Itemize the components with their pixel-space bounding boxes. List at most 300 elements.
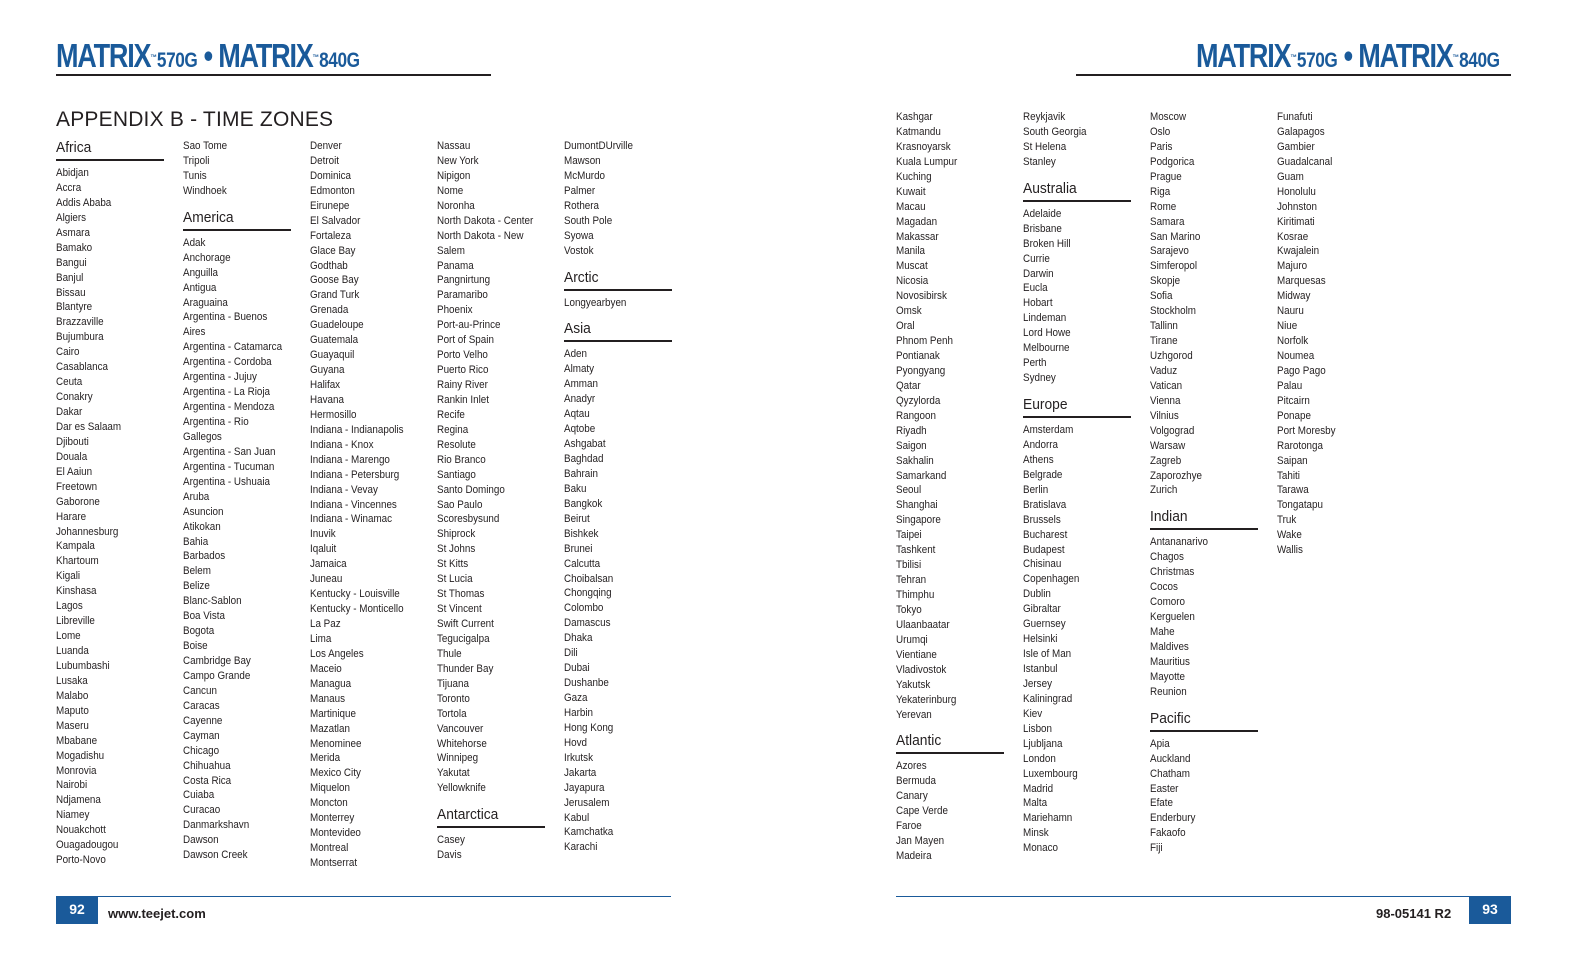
timezone-item: Yellowknife bbox=[437, 782, 486, 795]
timezone-item: Port of Spain bbox=[437, 334, 494, 347]
timezone-item: Chatham bbox=[1150, 767, 1190, 780]
timezone-item: Damascus bbox=[564, 617, 611, 630]
timezone-item: Port-au-Prince bbox=[437, 319, 501, 332]
timezone-item: Casey bbox=[437, 834, 465, 847]
heading-rule bbox=[183, 229, 291, 231]
timezone-item: Yerevan bbox=[896, 708, 932, 721]
timezone-item: Mexico City bbox=[310, 767, 361, 780]
trademark-symbol: ™ bbox=[312, 53, 320, 62]
timezone-item: Colombo bbox=[564, 602, 604, 615]
timezone-item: Zurich bbox=[1150, 484, 1178, 497]
timezone-item: Cayman bbox=[183, 729, 220, 742]
timezone-item: Kerguelen bbox=[1150, 611, 1195, 624]
timezone-item: Sao Tome bbox=[183, 140, 228, 152]
timezone-item: Port Moresby bbox=[1277, 424, 1336, 437]
timezone-item: Tijuana bbox=[437, 677, 469, 690]
timezone-item: Santo Domingo bbox=[437, 483, 505, 496]
timezone-item: Malabo bbox=[56, 689, 89, 702]
timezone-item: Anguilla bbox=[183, 266, 219, 279]
region-heading: Australia bbox=[1023, 179, 1077, 197]
timezone-item: Nouakchott bbox=[56, 824, 106, 837]
timezone-item: Kinshasa bbox=[56, 585, 97, 598]
timezone-item: Saipan bbox=[1277, 454, 1308, 467]
timezone-item: Belize bbox=[183, 580, 210, 593]
timezone-item: South Georgia bbox=[1023, 125, 1087, 138]
timezone-item: Thunder Bay bbox=[437, 662, 494, 675]
timezone-item: Moncton bbox=[310, 797, 348, 810]
timezone-item: Novosibirsk bbox=[896, 290, 947, 303]
timezone-item: Cape Verde bbox=[896, 805, 949, 818]
timezone-item: Atikokan bbox=[183, 520, 221, 533]
timezone-item: Cambridge Bay bbox=[183, 655, 251, 667]
timezone-item: Miquelon bbox=[310, 782, 350, 795]
timezone-item: Fakaofo bbox=[1150, 827, 1186, 840]
timezone-item: Costa Rica bbox=[183, 774, 232, 787]
timezone-item: Istanbul bbox=[1023, 663, 1058, 675]
timezone-item: St Johns bbox=[437, 543, 476, 556]
timezone-item: Athens bbox=[1023, 453, 1054, 466]
timezone-item: Rothera bbox=[564, 199, 600, 212]
timezone-item: Aden bbox=[564, 348, 588, 361]
timezone-item: Kaliningrad bbox=[1023, 692, 1073, 705]
timezone-item: Santiago bbox=[437, 468, 476, 481]
timezone-item: Qyzylorda bbox=[896, 394, 941, 407]
region-heading: Indian bbox=[1150, 508, 1188, 526]
timezone-item: Eucla bbox=[1023, 282, 1048, 295]
brand-logo-right bbox=[1196, 38, 1500, 79]
timezone-item: Indiana - Marengo bbox=[310, 453, 390, 466]
timezone-item: Cancun bbox=[183, 684, 217, 697]
timezone-item: Guernsey bbox=[1023, 618, 1066, 631]
timezone-item: Lindeman bbox=[1023, 312, 1067, 325]
timezone-item: Cairo bbox=[56, 346, 80, 359]
region-heading: Pacific bbox=[1150, 709, 1191, 727]
timezone-column bbox=[896, 110, 1016, 864]
heading-rule bbox=[1150, 730, 1258, 732]
timezone-item: Argentina - Mendoza bbox=[183, 401, 275, 414]
timezone-item: Amsterdam bbox=[1023, 424, 1074, 436]
trademark-symbol: ™ bbox=[1290, 53, 1297, 62]
timezone-item: Hong Kong bbox=[564, 721, 614, 734]
timezone-item: Toronto bbox=[437, 692, 470, 705]
timezone-item: Mariehamn bbox=[1023, 812, 1073, 825]
timezone-item: Bahia bbox=[183, 535, 209, 548]
timezone-item: Makassar bbox=[896, 230, 939, 243]
timezone-item: Ulaanbaatar bbox=[896, 618, 950, 631]
page-number-right: 93 bbox=[1469, 897, 1511, 924]
timezone-item: Martinique bbox=[310, 707, 356, 720]
timezone-column bbox=[56, 139, 176, 868]
timezone-item: Thimphu bbox=[896, 589, 935, 601]
timezone-column bbox=[1277, 110, 1397, 558]
timezone-item: Vostok bbox=[564, 244, 594, 257]
timezone-item: Kuala Lumpur bbox=[896, 155, 958, 168]
timezone-item: Truk bbox=[1277, 514, 1297, 527]
timezone-item: Chagos bbox=[1150, 551, 1184, 564]
timezone-item: Bahrain bbox=[564, 467, 598, 480]
timezone-item: El Salvador bbox=[310, 214, 361, 227]
timezone-item: Merida bbox=[310, 752, 341, 765]
timezone-item: Easter bbox=[1150, 782, 1179, 795]
timezone-item: Apia bbox=[1150, 737, 1170, 750]
timezone-item: Bratislava bbox=[1023, 498, 1067, 511]
timezone-item: Christmas bbox=[1150, 566, 1195, 579]
footer-rule-left bbox=[56, 896, 671, 897]
timezone-item: Reunion bbox=[1150, 685, 1187, 698]
timezone-item: Longyearbyen bbox=[564, 296, 627, 309]
region-heading: Africa bbox=[56, 139, 92, 156]
timezone-item: St Thomas bbox=[437, 588, 485, 601]
timezone-item: Tortola bbox=[437, 707, 467, 720]
timezone-item: Stanley bbox=[1023, 155, 1056, 168]
timezone-item: Grand Turk bbox=[310, 289, 360, 302]
timezone-item: Gaborone bbox=[56, 495, 100, 508]
timezone-item: Aqtau bbox=[564, 408, 590, 421]
timezone-item: Monaco bbox=[1023, 842, 1059, 855]
timezone-item: Dar es Salaam bbox=[56, 420, 122, 433]
timezone-item: Almaty bbox=[564, 363, 595, 376]
timezone-item: Bissau bbox=[56, 286, 86, 299]
timezone-item: Khartoum bbox=[56, 555, 99, 568]
timezone-item: Honolulu bbox=[1277, 185, 1316, 198]
timezone-item: Belgrade bbox=[1023, 468, 1063, 481]
header-rule-left bbox=[56, 74, 491, 76]
timezone-item: Funafuti bbox=[1277, 111, 1313, 123]
brand-separator: • bbox=[1343, 37, 1352, 74]
timezone-item: Noumea bbox=[1277, 350, 1315, 362]
timezone-item: Andorra bbox=[1023, 438, 1059, 451]
brand-model: 840G bbox=[319, 49, 360, 72]
timezone-item: Zaporozhye bbox=[1150, 469, 1203, 482]
timezone-item: Indiana - Petersburg bbox=[310, 468, 400, 481]
timezone-item: Godthab bbox=[310, 259, 348, 272]
timezone-item: Sarajevo bbox=[1150, 245, 1189, 258]
timezone-item: Boa Vista bbox=[183, 610, 225, 623]
timezone-item: Caracas bbox=[183, 699, 220, 712]
timezone-item: Lisbon bbox=[1023, 722, 1053, 735]
timezone-item: Moscow bbox=[1150, 111, 1187, 123]
timezone-item: Skopje bbox=[1150, 275, 1181, 288]
timezone-item: Chisinau bbox=[1023, 558, 1062, 571]
timezone-item: Yekaterinburg bbox=[896, 693, 957, 706]
timezone-item: Macau bbox=[896, 200, 926, 213]
timezone-item: Jamaica bbox=[310, 558, 347, 571]
timezone-item: Mawson bbox=[564, 154, 601, 167]
timezone-item: Danmarkshavn bbox=[183, 819, 250, 832]
timezone-item: Jayapura bbox=[564, 781, 605, 794]
timezone-item: Beirut bbox=[564, 512, 590, 525]
timezone-item: Argentina - Jujuy bbox=[183, 371, 257, 384]
timezone-item: Mahe bbox=[1150, 626, 1175, 638]
timezone-item: Rainy River bbox=[437, 379, 488, 391]
timezone-item: Aires bbox=[183, 326, 206, 339]
page-number-left: 92 bbox=[56, 897, 98, 924]
timezone-item: Galapagos bbox=[1277, 125, 1325, 138]
timezone-item: Pago Pago bbox=[1277, 364, 1326, 377]
timezone-item: Maceio bbox=[310, 662, 342, 675]
timezone-item: Banjul bbox=[56, 271, 84, 284]
timezone-item: Los Angeles bbox=[310, 647, 364, 660]
timezone-item: Efate bbox=[1150, 797, 1173, 810]
timezone-item: Omsk bbox=[896, 305, 922, 318]
timezone-item: Pangnirtung bbox=[437, 274, 491, 287]
timezone-item: Chongqing bbox=[564, 587, 612, 600]
timezone-item: Djibouti bbox=[56, 435, 89, 448]
timezone-item: Algiers bbox=[56, 211, 87, 224]
timezone-item: Salem bbox=[437, 244, 465, 257]
brand-name: MATRIX bbox=[218, 37, 313, 74]
timezone-item: Palau bbox=[1277, 379, 1303, 392]
footer-doc-number: 98-05141 R2 bbox=[1376, 906, 1452, 921]
timezone-item: North Dakota - New bbox=[437, 229, 524, 242]
timezone-item: Choibalsan bbox=[564, 572, 614, 585]
timezone-item: Manaus bbox=[310, 692, 346, 705]
footer-rule-right bbox=[896, 896, 1511, 897]
timezone-item: Niue bbox=[1277, 320, 1298, 333]
timezone-item: Argentina - Tucuman bbox=[183, 460, 275, 473]
timezone-item: Nassau bbox=[437, 140, 471, 152]
timezone-item: Resolute bbox=[437, 438, 476, 451]
timezone-item: Lusaka bbox=[56, 674, 88, 687]
timezone-item: Paramaribo bbox=[437, 289, 488, 302]
timezone-item: Abidjan bbox=[56, 167, 89, 179]
region-heading: Asia bbox=[564, 320, 591, 338]
timezone-item: Chicago bbox=[183, 744, 220, 757]
timezone-item: Wake bbox=[1277, 529, 1302, 542]
timezone-item: St Lucia bbox=[437, 573, 473, 586]
timezone-item: Nipigon bbox=[437, 169, 471, 182]
timezone-item: Douala bbox=[56, 450, 88, 463]
timezone-item: Bucharest bbox=[1023, 528, 1068, 541]
timezone-item: North Dakota - Center bbox=[437, 214, 534, 227]
timezone-item: Indiana - Winamac bbox=[310, 513, 393, 526]
timezone-item: Sakhalin bbox=[896, 454, 934, 467]
timezone-item: Curacao bbox=[183, 804, 221, 817]
timezone-item: Sao Paulo bbox=[437, 498, 483, 511]
timezone-item: Menominee bbox=[310, 737, 362, 750]
timezone-item: Calcutta bbox=[564, 557, 601, 570]
timezone-item: Harare bbox=[56, 510, 87, 523]
timezone-column bbox=[310, 139, 430, 871]
timezone-item: Kamchatka bbox=[564, 826, 614, 839]
timezone-item: Phoenix bbox=[437, 304, 473, 317]
timezone-item: Tehran bbox=[896, 574, 927, 587]
timezone-item: Ndjamena bbox=[56, 794, 101, 807]
timezone-item: Dakar bbox=[56, 406, 83, 418]
timezone-item: Maputo bbox=[56, 704, 89, 717]
timezone-item: Jerusalem bbox=[564, 796, 610, 809]
timezone-item: Davis bbox=[437, 849, 462, 862]
timezone-item: Eirunepe bbox=[310, 199, 350, 212]
timezone-item: Madrid bbox=[1023, 782, 1054, 795]
timezone-item: Fiji bbox=[1150, 842, 1163, 855]
timezone-item: Rangoon bbox=[896, 409, 936, 422]
header-rule-right bbox=[1076, 74, 1511, 76]
timezone-item: Guyana bbox=[310, 364, 345, 377]
timezone-item: Faroe bbox=[896, 820, 922, 833]
page-title: APPENDIX B - TIME ZONES bbox=[56, 108, 334, 131]
timezone-item: Bangkok bbox=[564, 497, 603, 510]
timezone-item: Gaza bbox=[564, 692, 588, 704]
timezone-item: Chihuahua bbox=[183, 759, 231, 772]
timezone-item: Phnom Penh bbox=[896, 335, 953, 348]
timezone-item: Vilnius bbox=[1150, 409, 1179, 422]
timezone-item: Ceuta bbox=[56, 376, 83, 389]
timezone-item: Muscat bbox=[896, 260, 928, 273]
timezone-item: Hobart bbox=[1023, 297, 1053, 310]
timezone-item: Mazatlan bbox=[310, 722, 350, 735]
timezone-item: Copenhagen bbox=[1023, 573, 1080, 586]
timezone-item: Syowa bbox=[564, 229, 594, 242]
timezone-item: Majuro bbox=[1277, 260, 1308, 273]
timezone-item: St Kitts bbox=[437, 558, 469, 571]
timezone-item: Yakutsk bbox=[896, 678, 931, 691]
timezone-item: Adelaide bbox=[1023, 207, 1062, 220]
timezone-item: Midway bbox=[1277, 290, 1311, 303]
timezone-item: Libreville bbox=[56, 615, 95, 628]
timezone-item: St Helena bbox=[1023, 140, 1067, 153]
timezone-item: Palmer bbox=[564, 184, 596, 197]
timezone-item: Boise bbox=[183, 640, 208, 653]
timezone-item: Brussels bbox=[1023, 513, 1061, 526]
timezone-item: Pitcairn bbox=[1277, 394, 1310, 407]
brand-separator: • bbox=[203, 37, 212, 74]
timezone-item: Antananarivo bbox=[1150, 536, 1209, 549]
timezone-item: Bogota bbox=[183, 625, 215, 638]
timezone-item: Norfolk bbox=[1277, 335, 1309, 348]
timezone-item: Brunei bbox=[564, 542, 593, 555]
timezone-column bbox=[1150, 110, 1270, 856]
timezone-item: Managua bbox=[310, 677, 352, 690]
timezone-item: Dushanbe bbox=[564, 677, 609, 690]
timezone-item: Nauru bbox=[1277, 305, 1304, 318]
timezone-item: Samara bbox=[1150, 215, 1185, 228]
timezone-item: Sydney bbox=[1023, 372, 1056, 385]
timezone-item: Ouagadougou bbox=[56, 839, 119, 852]
timezone-item: Urumqi bbox=[896, 633, 928, 646]
timezone-item: Johannesburg bbox=[56, 525, 119, 538]
timezone-item: Dubai bbox=[564, 662, 590, 675]
trademark-symbol: ™ bbox=[1452, 53, 1460, 62]
trademark-symbol: ™ bbox=[150, 53, 157, 62]
timezone-item: Cayenne bbox=[183, 714, 223, 727]
timezone-item: Tahiti bbox=[1277, 469, 1300, 482]
timezone-item: Thule bbox=[437, 647, 462, 660]
timezone-item: Guam bbox=[1277, 170, 1304, 183]
timezone-item: Dawson bbox=[183, 834, 219, 847]
region-heading: America bbox=[183, 208, 234, 226]
timezone-item: Vancouver bbox=[437, 722, 484, 735]
timezone-item: Comoro bbox=[1150, 596, 1186, 609]
timezone-item: Conakry bbox=[56, 391, 93, 404]
timezone-item: Hovd bbox=[564, 736, 587, 749]
timezone-item: Asuncion bbox=[183, 505, 224, 518]
timezone-item: Irkutsk bbox=[564, 751, 593, 764]
timezone-item: Maldives bbox=[1150, 640, 1189, 653]
timezone-item: Manila bbox=[896, 245, 926, 258]
timezone-item: Halifax bbox=[310, 379, 341, 391]
timezone-item: Cocos bbox=[1150, 581, 1178, 594]
timezone-item: Pyongyang bbox=[896, 364, 946, 377]
timezone-item: Kentucky - Louisville bbox=[310, 588, 400, 601]
timezone-item: El Aaiun bbox=[56, 465, 93, 478]
timezone-item: Malta bbox=[1023, 797, 1048, 810]
timezone-item: Winnipeg bbox=[437, 752, 479, 765]
timezone-item: Argentina - Cordoba bbox=[183, 356, 272, 369]
timezone-column bbox=[1023, 110, 1143, 856]
timezone-item: Brisbane bbox=[1023, 222, 1062, 235]
brand-model: 570G bbox=[1296, 49, 1338, 72]
timezone-item: Ponape bbox=[1277, 409, 1311, 422]
timezone-item: Minsk bbox=[1023, 827, 1049, 840]
brand-name: MATRIX bbox=[1358, 37, 1453, 74]
timezone-item: Anadyr bbox=[564, 393, 596, 406]
timezone-item: Bujumbura bbox=[56, 331, 104, 344]
timezone-item: Baghdad bbox=[564, 453, 604, 465]
timezone-item: Swift Current bbox=[437, 618, 494, 630]
timezone-item: Fortaleza bbox=[310, 229, 352, 242]
timezone-item: Lome bbox=[56, 630, 81, 643]
brand-name: MATRIX bbox=[1196, 37, 1291, 74]
timezone-item: Accra bbox=[56, 181, 82, 194]
timezone-item: Maseru bbox=[56, 719, 89, 732]
timezone-item: Stockholm bbox=[1150, 305, 1196, 318]
timezone-item: Kosrae bbox=[1277, 230, 1309, 243]
timezone-item: Vaduz bbox=[1150, 364, 1178, 377]
timezone-item: Amman bbox=[564, 378, 598, 391]
timezone-item: Aruba bbox=[183, 490, 210, 503]
timezone-item: Adak bbox=[183, 236, 206, 249]
timezone-item: Jersey bbox=[1023, 677, 1052, 690]
timezone-item: Krasnoyarsk bbox=[896, 140, 951, 153]
heading-rule bbox=[1023, 200, 1131, 202]
timezone-item: Canary bbox=[896, 790, 928, 803]
timezone-item: Jakarta bbox=[564, 766, 597, 779]
timezone-item: Whitehorse bbox=[437, 737, 487, 750]
timezone-item: Madeira bbox=[896, 850, 932, 863]
timezone-item: Argentina - San Juan bbox=[183, 445, 276, 458]
timezone-item: Cuiaba bbox=[183, 789, 215, 802]
timezone-item: Tirane bbox=[1150, 335, 1178, 348]
timezone-item: Niamey bbox=[56, 809, 90, 822]
timezone-item: Uzhgorod bbox=[1150, 350, 1193, 362]
timezone-item: Kuwait bbox=[896, 185, 926, 198]
timezone-item: Anchorage bbox=[183, 251, 231, 264]
timezone-item: Simferopol bbox=[1150, 260, 1198, 273]
timezone-item: DumontDUrville bbox=[564, 140, 633, 152]
timezone-item: Monterrey bbox=[310, 812, 355, 825]
heading-rule bbox=[437, 826, 545, 828]
timezone-item: Oslo bbox=[1150, 125, 1171, 138]
timezone-column bbox=[437, 139, 557, 863]
timezone-item: Dhaka bbox=[564, 632, 593, 645]
timezone-item: Scoresbysund bbox=[437, 513, 500, 526]
timezone-item: Volgograd bbox=[1150, 424, 1195, 437]
timezone-item: Panama bbox=[437, 259, 474, 272]
brand-name: MATRIX bbox=[56, 37, 151, 74]
brand-logo-left bbox=[56, 38, 360, 79]
timezone-item: Indiana - Indianapolis bbox=[310, 423, 404, 436]
timezone-item: Bangui bbox=[56, 256, 87, 269]
timezone-item: Lagos bbox=[56, 600, 83, 613]
timezone-item: Vatican bbox=[1150, 379, 1183, 392]
timezone-item: Lord Howe bbox=[1023, 327, 1071, 340]
timezone-item: Lubumbashi bbox=[56, 659, 110, 672]
timezone-item: Shanghai bbox=[896, 499, 938, 512]
timezone-item: Budapest bbox=[1023, 543, 1065, 556]
timezone-item: Argentina - Buenos bbox=[183, 311, 268, 324]
timezone-item: Darwin bbox=[1023, 267, 1054, 280]
